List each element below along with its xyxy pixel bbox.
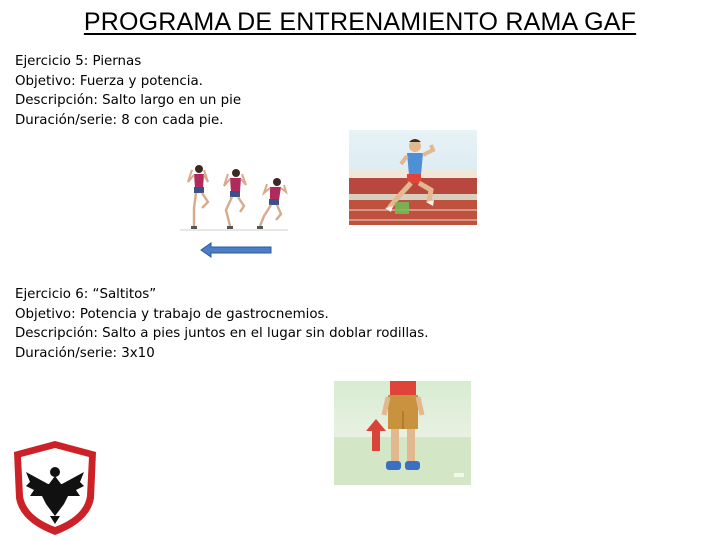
exercise-6-text [15, 285, 429, 363]
exercise-6-duration: Duración/serie: 3x10 [15, 345, 155, 361]
long-jump-one-leg-photo [349, 130, 477, 225]
exercise-5-objective: Objetivo: Fuerza y potencia. [15, 73, 203, 89]
two-feet-jump-photo [334, 381, 471, 485]
exercise-6-objective: Objetivo: Potencia y trabajo de gastrocnemios. [15, 306, 329, 322]
exercise-5-heading: Ejercicio 5: Piernas [15, 54, 142, 69]
exercise-5-text [15, 52, 241, 130]
single-leg-hop-sequence-illustration [170, 160, 290, 232]
page-title: PROGRAMA DE ENTRENAMIENTO RAMA GAF [83, 8, 637, 36]
exercise-5-description: Descripción: Salto largo en un pie [15, 93, 242, 109]
club-logo-eagle-icon [12, 438, 98, 538]
direction-arrow-left-icon [195, 239, 275, 261]
exercise-6-heading: Ejercicio 6: “Saltitos” [15, 287, 157, 302]
exercise-5-duration: Duración/serie: 8 con cada pie. [15, 112, 224, 128]
exercise-6-description: Descripción: Salto a pies juntos en el lugar sin doblar rodillas. [15, 326, 429, 342]
